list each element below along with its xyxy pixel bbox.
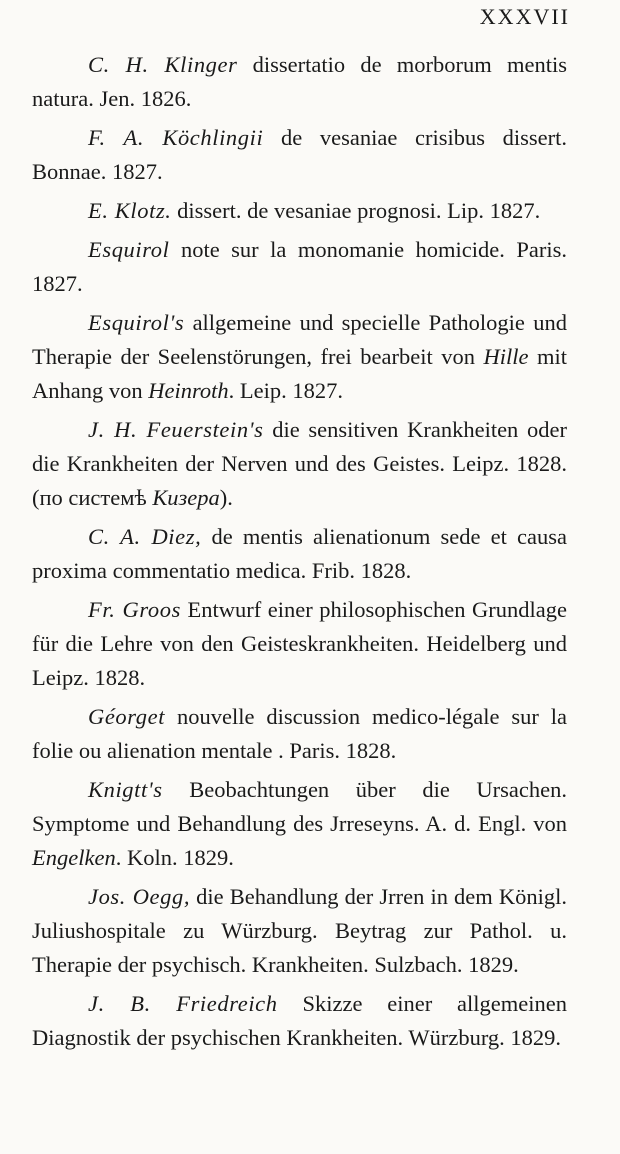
bibliography-entry xyxy=(32,194,567,228)
entry-author: Esquirol's xyxy=(88,310,185,335)
bibliography-entry xyxy=(32,121,567,189)
bibliography-entry xyxy=(32,593,567,695)
entry-author: J. H. Feuerstein's xyxy=(88,417,264,442)
page-number: XXXVII xyxy=(479,4,570,29)
entry-text: nouvelle discussion medico-légale sur la folie ou alienation mentale . Paris. 1828. xyxy=(32,704,567,763)
entry-text: die sensitiven Krankheiten oder die Krankheiten der Nerven und des Geistes. Leipz. 1828. (по системѣ xyxy=(32,417,567,510)
bibliography-entry xyxy=(32,306,567,408)
entry-text: Skizze einer allgemeinen Diagnostik der psychischen Krankheiten. Würzburg. 1829. xyxy=(32,991,567,1050)
entry-text: . Koln. 1829. xyxy=(115,845,234,870)
entry-author: Fr. Groos xyxy=(88,597,181,622)
entry-italic-name: Engelken xyxy=(32,845,116,870)
entry-author: Jos. Oegg, xyxy=(88,884,191,909)
bibliography-entry xyxy=(32,413,567,515)
entry-text: dissert. de vesaniae prognosi. Lip. 1827. xyxy=(171,198,541,223)
entry-italic-name: Heinroth xyxy=(148,378,229,403)
bibliography-entry xyxy=(32,520,567,588)
bibliography-entry xyxy=(32,48,567,116)
entry-text: note sur la monomanie homicide. Paris. 1827. xyxy=(32,237,567,296)
bibliography-entry xyxy=(32,773,567,875)
entry-author: J. B. Friedreich xyxy=(88,991,278,1016)
bibliography-entry xyxy=(32,233,567,301)
entry-text: allgemeine und specielle Pathologie und Therapie der Seelenstörungen, frei bearbeit von xyxy=(32,310,567,369)
entry-author: Esquirol xyxy=(88,237,170,262)
entry-italic-name: Кизера xyxy=(152,485,220,510)
bibliography-entry xyxy=(32,987,567,1055)
bibliography-list xyxy=(32,48,567,1060)
entry-author: Knigtt's xyxy=(88,777,163,802)
entry-text: die Behandlung der Jrren in dem Königl. Juliushospitale zu Würzburg. Beytrag zur Pathol. u. Therapie der psychisch. Krankheiten. Sulzbach. 1829. xyxy=(32,884,567,977)
entry-author: C. A. Diez, xyxy=(88,524,202,549)
entry-author: Géorget xyxy=(88,704,166,729)
entry-italic-name: Hille xyxy=(483,344,529,369)
entry-author: F. A. Köchlingii xyxy=(88,125,264,150)
entry-text: Beobachtungen über die Ursachen. Symptome und Behandlung des Jrreseyns. A. d. Engl. von xyxy=(32,777,567,836)
entry-text: de vesaniae crisibus dissert. Bonnae. 1827. xyxy=(32,125,568,184)
entry-text: ). xyxy=(219,485,233,510)
entry-text: mit Anhang von xyxy=(32,344,567,403)
entry-text: dissertatio de morborum mentis natura. Jen. 1826. xyxy=(32,52,567,111)
bibliography-entry xyxy=(32,880,567,982)
entry-text: Entwurf einer philosophischen Grundlage für die Lehre von den Geisteskrankheiten. Heidelberg und Leipz. 1828. xyxy=(32,597,567,690)
entry-text: de mentis alienationum sede et causa proxima commentatio medica. Frib. 1828. xyxy=(32,524,567,583)
entry-author: E. Klotz. xyxy=(88,198,172,223)
bibliography-entry xyxy=(32,700,567,768)
entry-text: . Leip. 1827. xyxy=(228,378,344,403)
entry-author: C. H. Klinger xyxy=(88,52,238,77)
